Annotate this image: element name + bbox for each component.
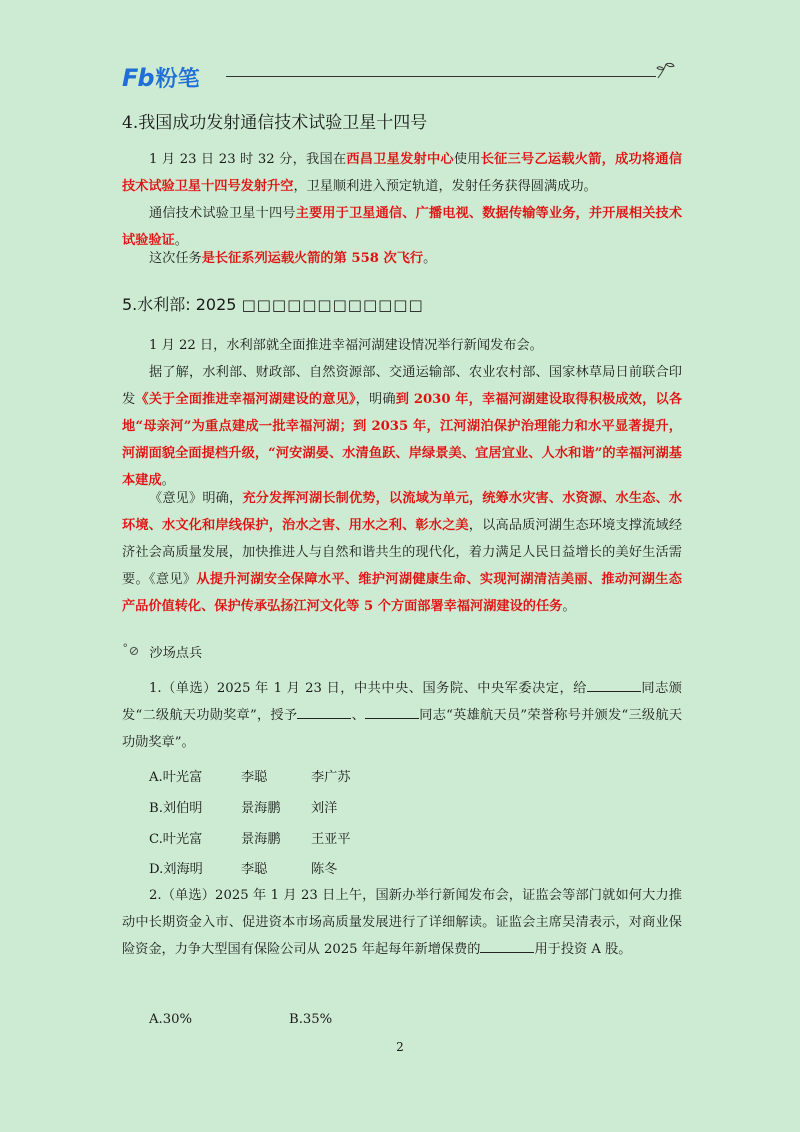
q1-option-a[interactable]: A.叶光富 李聪 李广苏: [149, 770, 351, 785]
practice-title: 沙场点兵: [149, 646, 203, 661]
question-2: 2.（单选）2025 年 1 月 23 日上午，国新办举行新闻发布会，证监会等部门就如何大力推动中长期资金入市、促进资本市场高质量发展进行了详细解读。证监会主席吴清表示，对商业保险资金，力争大型国有保险公司从 2025 年起每年新增保费的 用于投资 A 股。: [122, 888, 682, 957]
section5-para1: 1 月 22 日，水利部就全面推进幸福河湖建设情况举行新闻发布会。: [149, 338, 543, 353]
leaf-icon: ˚⊘: [122, 644, 140, 659]
q2-option-b[interactable]: B.35%: [289, 1012, 333, 1027]
section4-title: 4.我国成功发射通信技术试验卫星十四号: [122, 113, 428, 133]
page-header: [122, 58, 682, 92]
section4-para2: 通信技术试验卫星十四号主要用于卫星通信、广播电视、数据传输等业务，并开展相关技术试验验证。: [122, 206, 683, 248]
q1-option-d[interactable]: D.刘海明 李聪 陈冬: [149, 862, 338, 877]
question-1: 1.（单选）2025 年 1 月 23 日，中共中央、国务院、中央军委决定，给 同志颁发“二级航天功勋奖章”，授予 、 同志“英雄航天员”荣誉称号并颁发“三级航天功勋奖章”。: [122, 681, 683, 750]
header-divider: [226, 76, 656, 77]
q2-options: [149, 1012, 332, 1027]
q1-option-c[interactable]: C.叶光富 景海鹏 王亚平: [149, 832, 351, 847]
fenbi-logo: [122, 62, 200, 93]
page-number: 2: [396, 1040, 404, 1054]
logo-fb: Fb: [122, 63, 154, 92]
answer-blank[interactable]: [365, 706, 419, 719]
sprout-icon: [654, 60, 676, 80]
practice-heading: [122, 642, 202, 661]
section5-title: 5.水利部: 2025 □□□□□□□□□□□□: [122, 295, 424, 314]
logo-text: 粉笔: [155, 67, 200, 92]
q2-option-a[interactable]: A.30%: [149, 1012, 193, 1027]
section4-para3: 这次任务是长征系列运载火箭的第 558 次飞行。: [149, 251, 437, 266]
section5-para3: 《意见》明确，充分发挥河湖长制优势，以流域为单元，统筹水灾害、水资源、水生态、水环境、水文化和岸线保护，治水之害、用水之利、彰水之美，以高品质河湖生态环境支撑流域经济社会高质量发展，加快推进人与自然和谐共生的现代化，着力满足人民日益增长的美好生活需要。《意见》从提升河湖安全保障水平、维护河湖健康生命、实现河湖清洁美丽、推动河湖生态产品价值转化、保护传承弘扬江河文化等 5 个方面部署幸福河湖建设的任务。: [122, 491, 683, 614]
section5-para2: 据了解，水利部、财政部、自然资源部、交通运输部、农业农村部、国家林草局日前联合印发《关于全面推进幸福河湖建设的意见》，明确到 2030 年，幸福河湖建设取得积极成效，以各地“母亲河”为重点建成一批幸福河湖；到 2035 年，江河湖泊保护治理能力和水平显著提升，河湖面貌全面提档升级，“河安湖晏、水清鱼跃、岸绿景美、宜居宜业、人水和谐”的幸福河湖基本建成。: [122, 365, 683, 488]
answer-blank[interactable]: [297, 706, 351, 719]
q1-option-b[interactable]: B.刘伯明 景海鹏 刘洋: [149, 801, 338, 816]
answer-blank[interactable]: [587, 679, 641, 692]
section4-para1: 1 月 23 日 23 时 32 分，我国在西昌卫星发射中心使用长征三号乙运载火箭，成功将通信技术试验卫星十四号发射升空，卫星顺利进入预定轨道，发射任务获得圆满成功。: [122, 152, 683, 194]
answer-blank[interactable]: [480, 940, 534, 953]
